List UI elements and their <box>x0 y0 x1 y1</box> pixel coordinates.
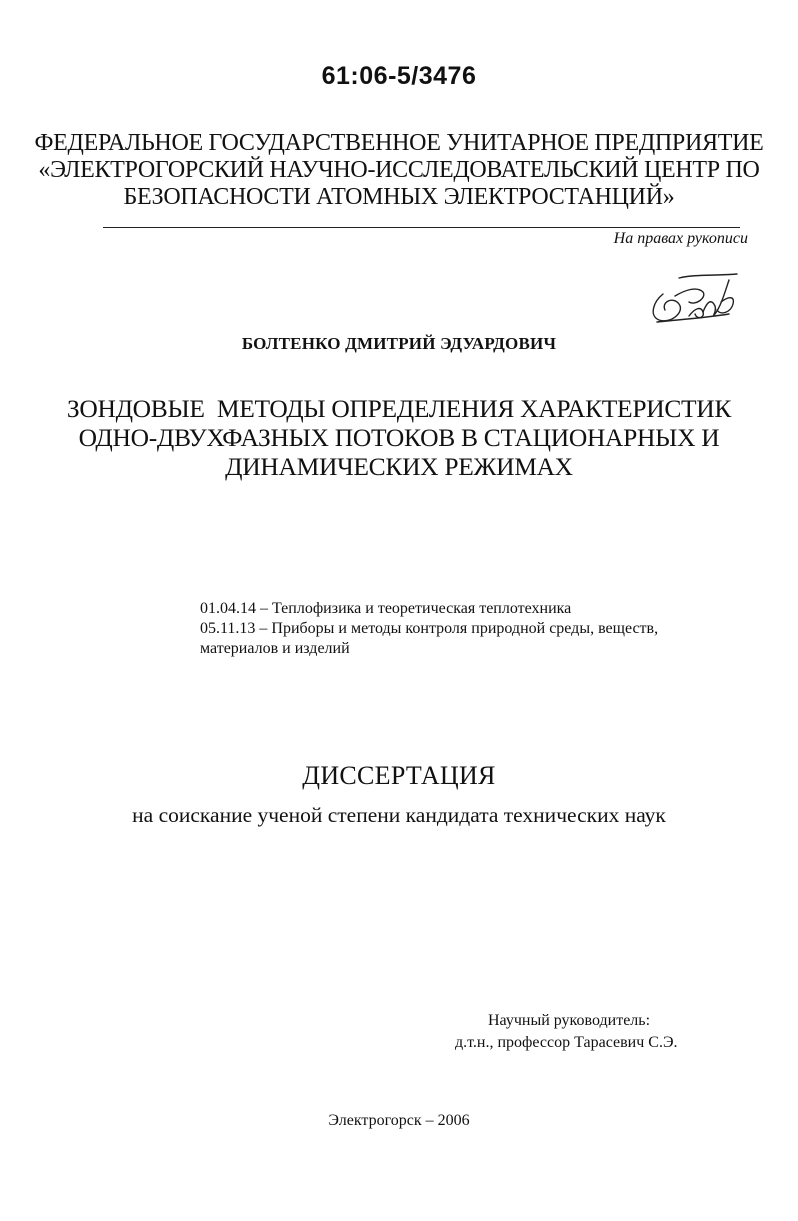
advisor-role: Научный руководитель: <box>488 1012 651 1029</box>
organization-line: БЕЗОПАСНОСТИ АТОМНЫХ ЭЛЕКТРОСТАНЦИЙ» <box>123 184 675 210</box>
place-and-year: Электрогорск – 2006 <box>328 1112 470 1129</box>
organization-name <box>0 130 798 211</box>
dissertation-title <box>0 394 798 481</box>
scientific-advisor <box>455 1010 755 1054</box>
manuscript-note: На правах рукописи <box>613 230 748 247</box>
specialty-line: 05.11.13 – Приборы и методы контроля природной среды, веществ, <box>200 620 659 637</box>
advisor-name: д.т.н., профессор Тарасевич С.Э. <box>455 1034 678 1051</box>
specialty-line: 01.04.14 – Теплофизика и теоретическая теплотехника <box>200 600 572 617</box>
title-line: ЗОНДОВЫЕ МЕТОДЫ ОПРЕДЕЛЕНИЯ ХАРАКТЕРИСТИК <box>66 394 732 423</box>
header-divider <box>103 227 740 228</box>
organization-line: «ЭЛЕКТРОГОРСКИЙ НАУЧНО-ИССЛЕДОВАТЕЛЬСКИЙ ЦЕНТР ПО <box>38 157 760 183</box>
document-type: ДИССЕРТАЦИЯ <box>302 761 496 790</box>
organization-line: ФЕДЕРАЛЬНОЕ ГОСУДАРСТВЕННОЕ УНИТАРНОЕ ПРЕДПРИЯТИЕ <box>34 130 764 156</box>
title-line: ОДНО-ДВУХФАЗНЫХ ПОТОКОВ В СТАЦИОНАРНЫХ И <box>78 423 720 452</box>
author-name: БОЛТЕНКО ДМИТРИЙ ЭДУАРДОВИЧ <box>241 334 557 353</box>
archive-code: 61:06-5/3476 <box>321 62 477 90</box>
degree-statement: на соискание ученой степени кандидата технических наук <box>132 803 666 827</box>
title-line: ДИНАМИЧЕСКИХ РЕЖИМАХ <box>225 452 573 481</box>
specialty-line: материалов и изделий <box>200 640 350 657</box>
specialty-codes <box>200 599 740 659</box>
author-signature <box>645 272 741 328</box>
